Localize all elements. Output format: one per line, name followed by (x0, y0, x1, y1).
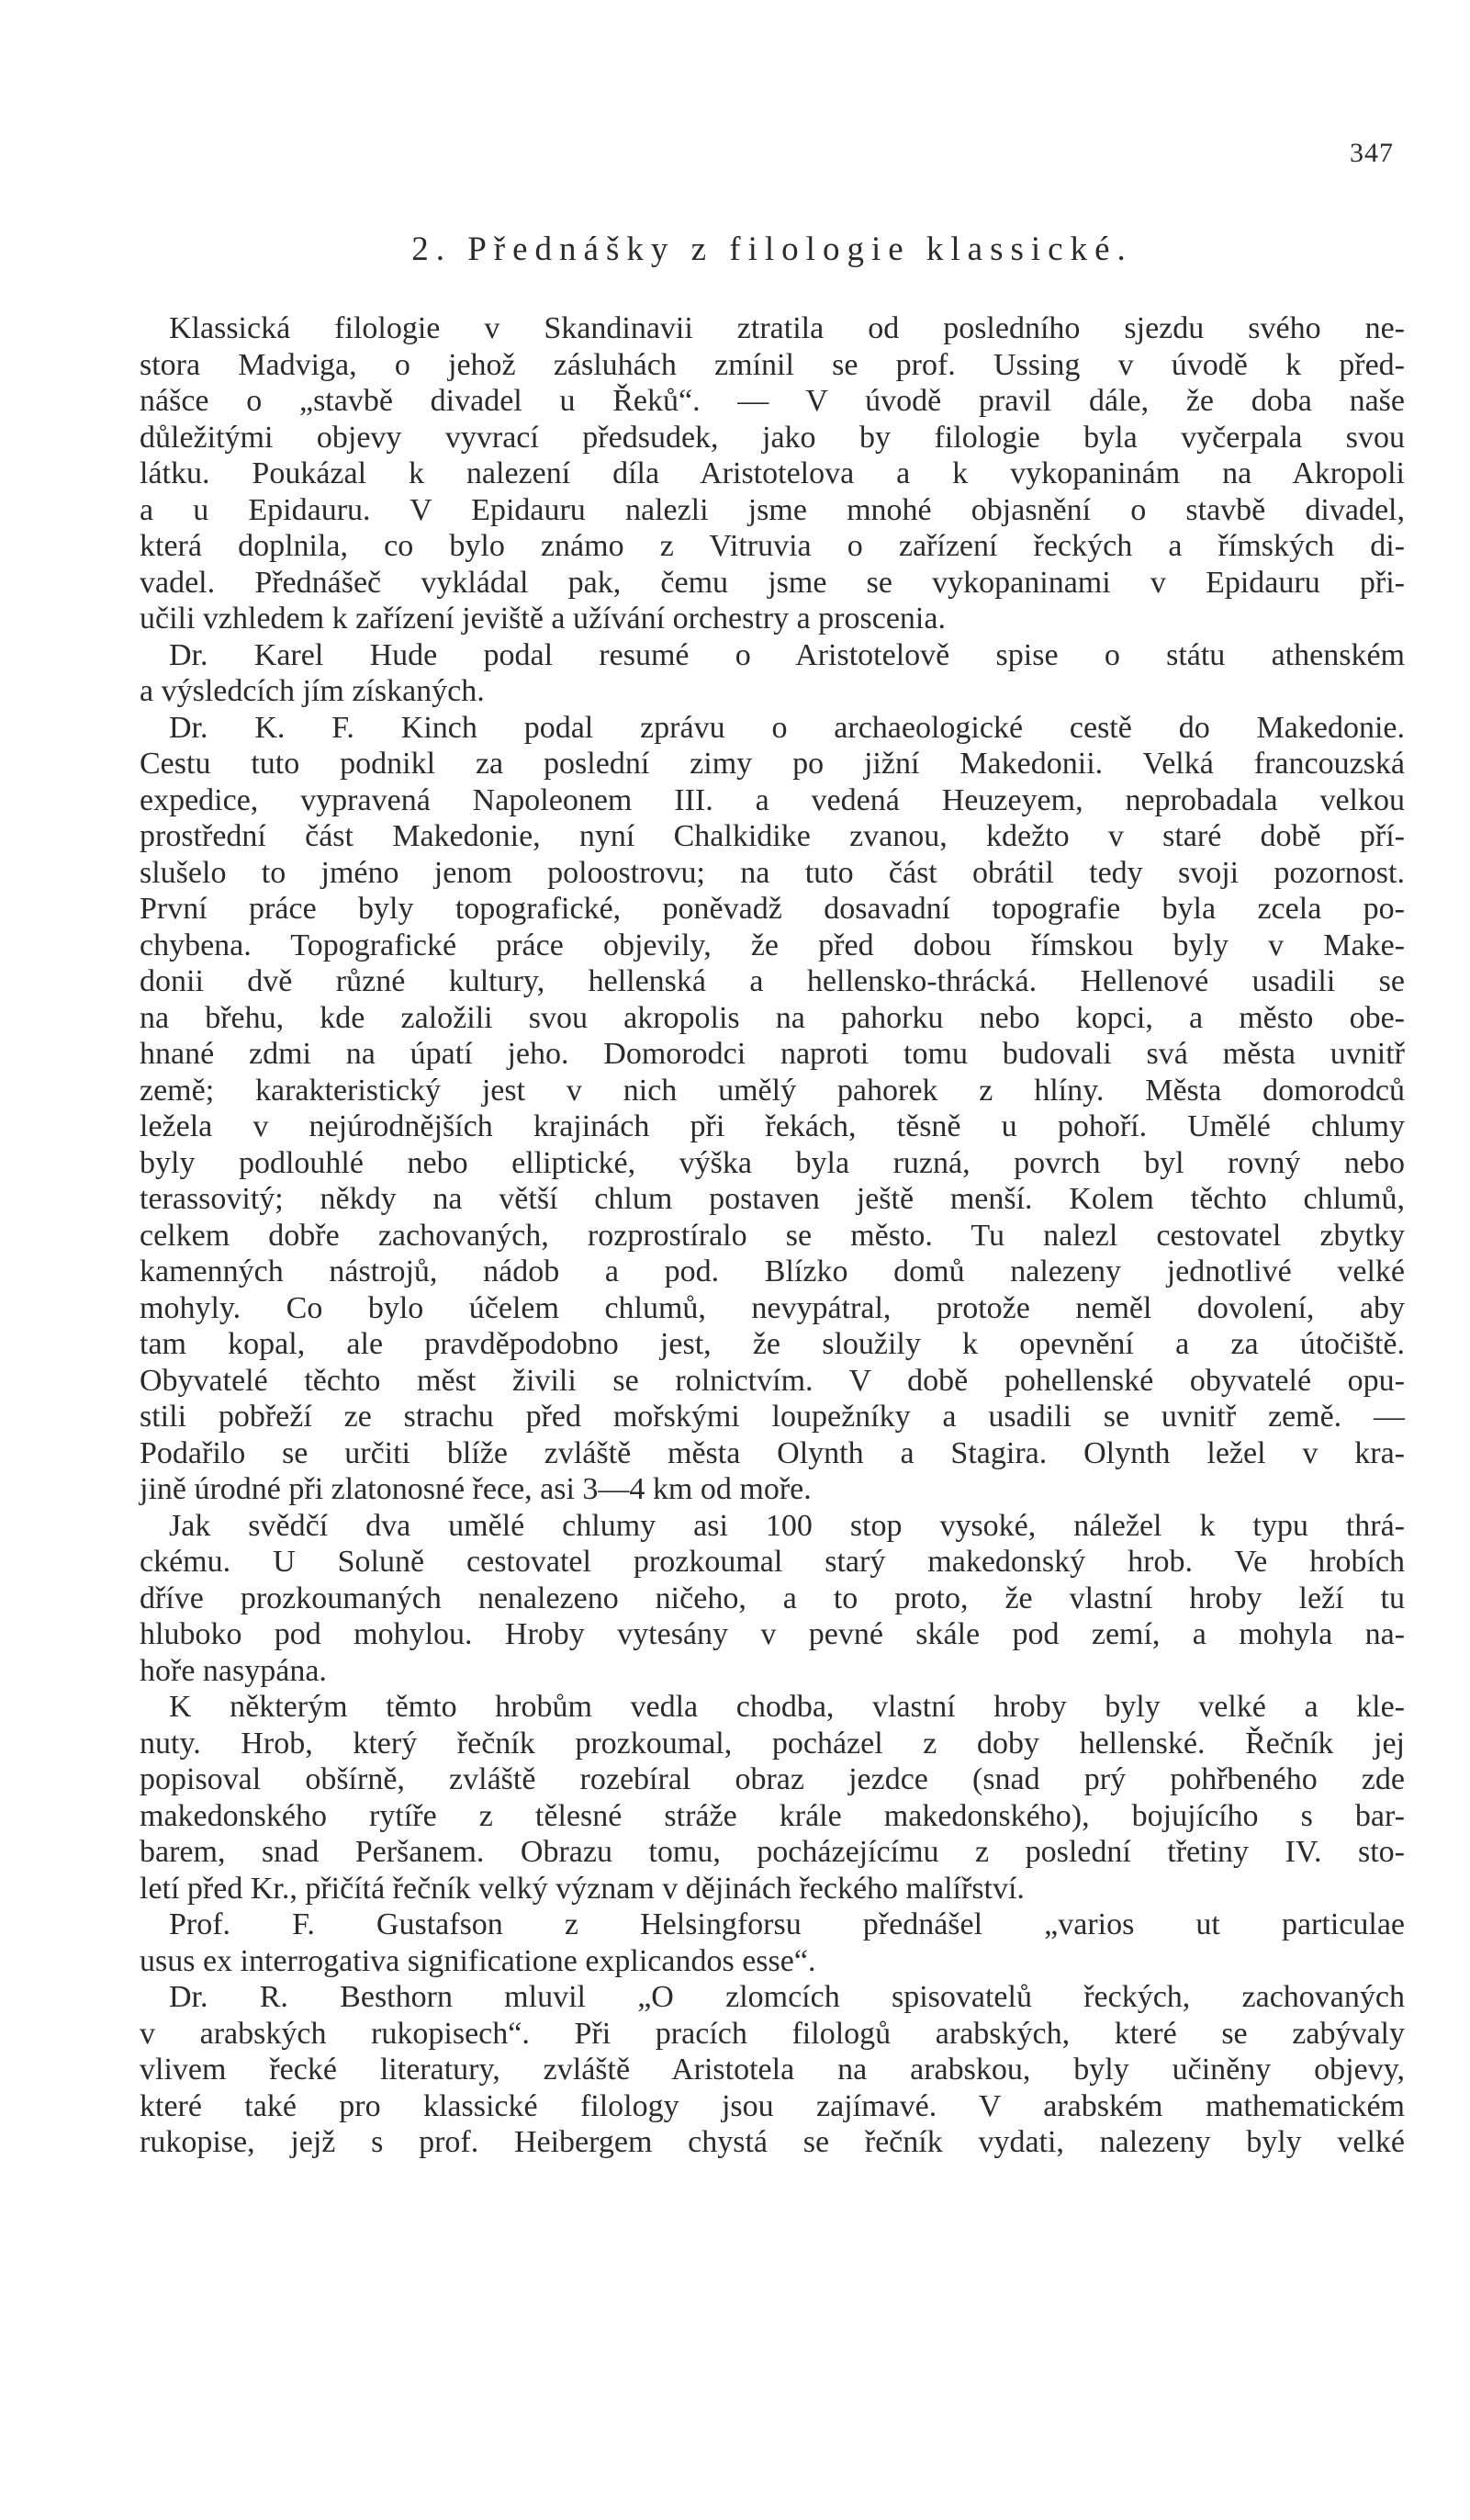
text-line: terassovitý; někdy na větší chlum postaven ještě menší. Kolem těchto chlumů, (140, 1182, 1405, 1216)
text-line: země; karakteristický jest v nich umělý pahorek z hlíny. Města domorodců (140, 1073, 1405, 1108)
text-line: jině úrodné při zlatonosné řece, asi 3—4 km od moře. (140, 1472, 812, 1506)
text-column (140, 230, 1405, 2161)
text-line: celkem dobře zachovaných, rozprostíralo se město. Tu nalezl cestovatel zbytky (140, 1218, 1405, 1253)
text-line: v arabských rukopisech“. Při pracích filologů arabských, které se zabývaly (140, 2016, 1405, 2051)
page-number: 347 (1350, 138, 1394, 168)
text-line: mohyly. Co bylo účelem chlumů, nevypátral, protože neměl dovolení, aby (140, 1290, 1405, 1325)
text-line: barem, snad Peršanem. Obrazu tomu, pocházejícímu z poslední třetiny IV. sto- (140, 1835, 1405, 1869)
text-line: rukopise, jejž s prof. Heibergem chystá se řečník vydati, nalezeny byly velké (140, 2125, 1405, 2159)
text-line: byly podlouhlé nebo elliptické, výška byla ruzná, povrch byl rovný nebo (140, 1145, 1405, 1180)
text-line: hluboko pod mohylou. Hroby vytesány v pevné skále pod zemí, a mohyla na- (140, 1617, 1405, 1651)
text-line: na břehu, kde založili svou akropolis na pahorku nebo kopci, a město obe- (140, 1000, 1405, 1035)
text-line: vadel. Přednášeč vykládal pak, čemu jsme se vykopaninami v Epidauru při- (140, 565, 1405, 600)
text-line: Dr. R. Besthorn mluvil „O zlomcích spisovatelů řeckých, zachovaných (169, 1980, 1405, 2014)
text-line: slušelo to jméno jenom poloostrovu; na tuto část obrátil tedy svoji pozornost. (140, 855, 1405, 890)
paragraph (140, 310, 1405, 637)
text-line: a u Epidauru. V Epidauru nalezli jsme mnohé objasnění o stavbě divadel, (140, 492, 1405, 527)
text-line: vlivem řecké literatury, zvláště Aristotela na arabskou, byly učiněny objevy, (140, 2053, 1405, 2087)
text-line: Obyvatelé těchto měst živili se rolnictvím. V době pohellenské obyvatelé opu- (140, 1363, 1405, 1398)
paragraph (140, 1689, 1405, 1907)
text-line: letí před Kr., přičítá řečník velký význam v dějinách řeckého malířství. (140, 1871, 1025, 1906)
text-line: hoře nasypána. (140, 1653, 327, 1688)
text-line: nuty. Hrob, který řečník prozkoumal, pocházel z doby hellenské. Řečník jej (140, 1726, 1405, 1761)
text-line: Prof. F. Gustafson z Helsingforsu přednášel „varios ut particulae (169, 1907, 1405, 1941)
text-line: stora Madviga, o jehož zásluhách zmínil se prof. Ussing v úvodě k před- (140, 347, 1405, 382)
text-line: a výsledcích jím získaných. (140, 674, 485, 708)
text-line: usus ex interrogativa significatione explicandos esse“. (140, 1943, 816, 1978)
text-line: donii dvě různé kultury, hellenská a hellensko-thrácká. Hellenové usadili se (140, 964, 1405, 998)
text-line: K některým těmto hrobům vedla chodba, vlastní hroby byly velké a kle- (169, 1690, 1405, 1724)
text-line: dříve prozkoumaných nenalezeno ničeho, a to proto, že vlastní hroby leží tu (140, 1581, 1405, 1615)
text-line: Klassická filologie v Skandinavii ztratila od posledního sjezdu svého ne- (169, 311, 1405, 345)
text-line: prostřední část Makedonie, nyní Chalkidike zvanou, kdežto v staré době pří- (140, 819, 1405, 853)
text-line: nášce o „stavbě divadel u Řeků“. — V úvodě pravil dále, že doba naše (140, 384, 1405, 418)
text-line: které také pro klassické filology jsou zajímavé. V arabském mathematickém (140, 2088, 1405, 2123)
text-line: kamenných nástrojů, nádob a pod. Blízko domů nalezeny jednotlivé velké (140, 1254, 1405, 1288)
section-heading: 2. Přednášky z filologie klassické. (411, 231, 1133, 268)
paragraph (140, 637, 1405, 710)
text-line: která doplnila, co bylo známo z Vitruvia o zařízení řeckých a římských di- (140, 529, 1405, 563)
text-line: Dr. Karel Hude podal resumé o Aristotelově spise o státu athenském (169, 637, 1405, 672)
paragraph (140, 1508, 1405, 1690)
text-line: ležela v nejúrodnějších krajinách při řekách, těsně u pohoří. Umělé chlumy (140, 1109, 1405, 1143)
text-line: expedice, vypravená Napoleonem III. a vedená Heuzeyem, neprobadala velkou (140, 782, 1405, 817)
text-line: popisoval obšírně, zvláště rozebíral obraz jezdce (snad prý pohřbeného zde (140, 1762, 1405, 1796)
text-line: Cestu tuto podnikl za poslední zimy po jižní Makedonii. Velká francouzská (140, 747, 1405, 781)
text-line: důležitými objevy vyvrací předsudek, jako by filologie byla vyčerpala svou (140, 420, 1405, 455)
text-line: Podařilo se určiti blíže zvláště města Olynth a Stagira. Olynth ležel v kra- (140, 1435, 1405, 1470)
text-line: Jak svědčí dva umělé chlumy asi 100 stop vysoké, náležel k typu thrá- (169, 1508, 1405, 1543)
text-line: učili vzhledem k zařízení jeviště a užívání orchestry a proscenia. (140, 602, 946, 636)
text-line: Dr. K. F. Kinch podal zprávu o archaeologické cestě do Makedonie. (169, 710, 1405, 745)
text-line: látku. Poukázal k nalezení díla Aristotelova a k vykopaninám na Akropoli (140, 456, 1405, 490)
text-line: ckému. U Soluně cestovatel prozkoumal starý makedonský hrob. Ve hrobích (140, 1545, 1405, 1579)
text-line: stili pobřeží ze strachu před mořskými loupežníky a usadili se uvnitř země. — (140, 1400, 1405, 1434)
text-line: makedonského rytíře z tělesné stráže krále makedonského), bojujícího s bar- (140, 1798, 1405, 1833)
paragraph (140, 1907, 1405, 1979)
paragraph (140, 710, 1405, 1508)
paragraph (140, 1979, 1405, 2161)
text-line: chybena. Topografické práce objevily, že před dobou římskou byly v Make- (140, 928, 1405, 962)
text-line: hnané zdmi na úpatí jeho. Domorodci naproti tomu budovali svá města uvnitř (140, 1037, 1405, 1071)
text-line: První práce byly topografické, poněvadž dosavadní topografie byla zcela po- (140, 892, 1405, 926)
text-line: tam kopal, ale pravděpodobno jest, že sloužily k opevnění a za útočiště. (140, 1327, 1405, 1361)
